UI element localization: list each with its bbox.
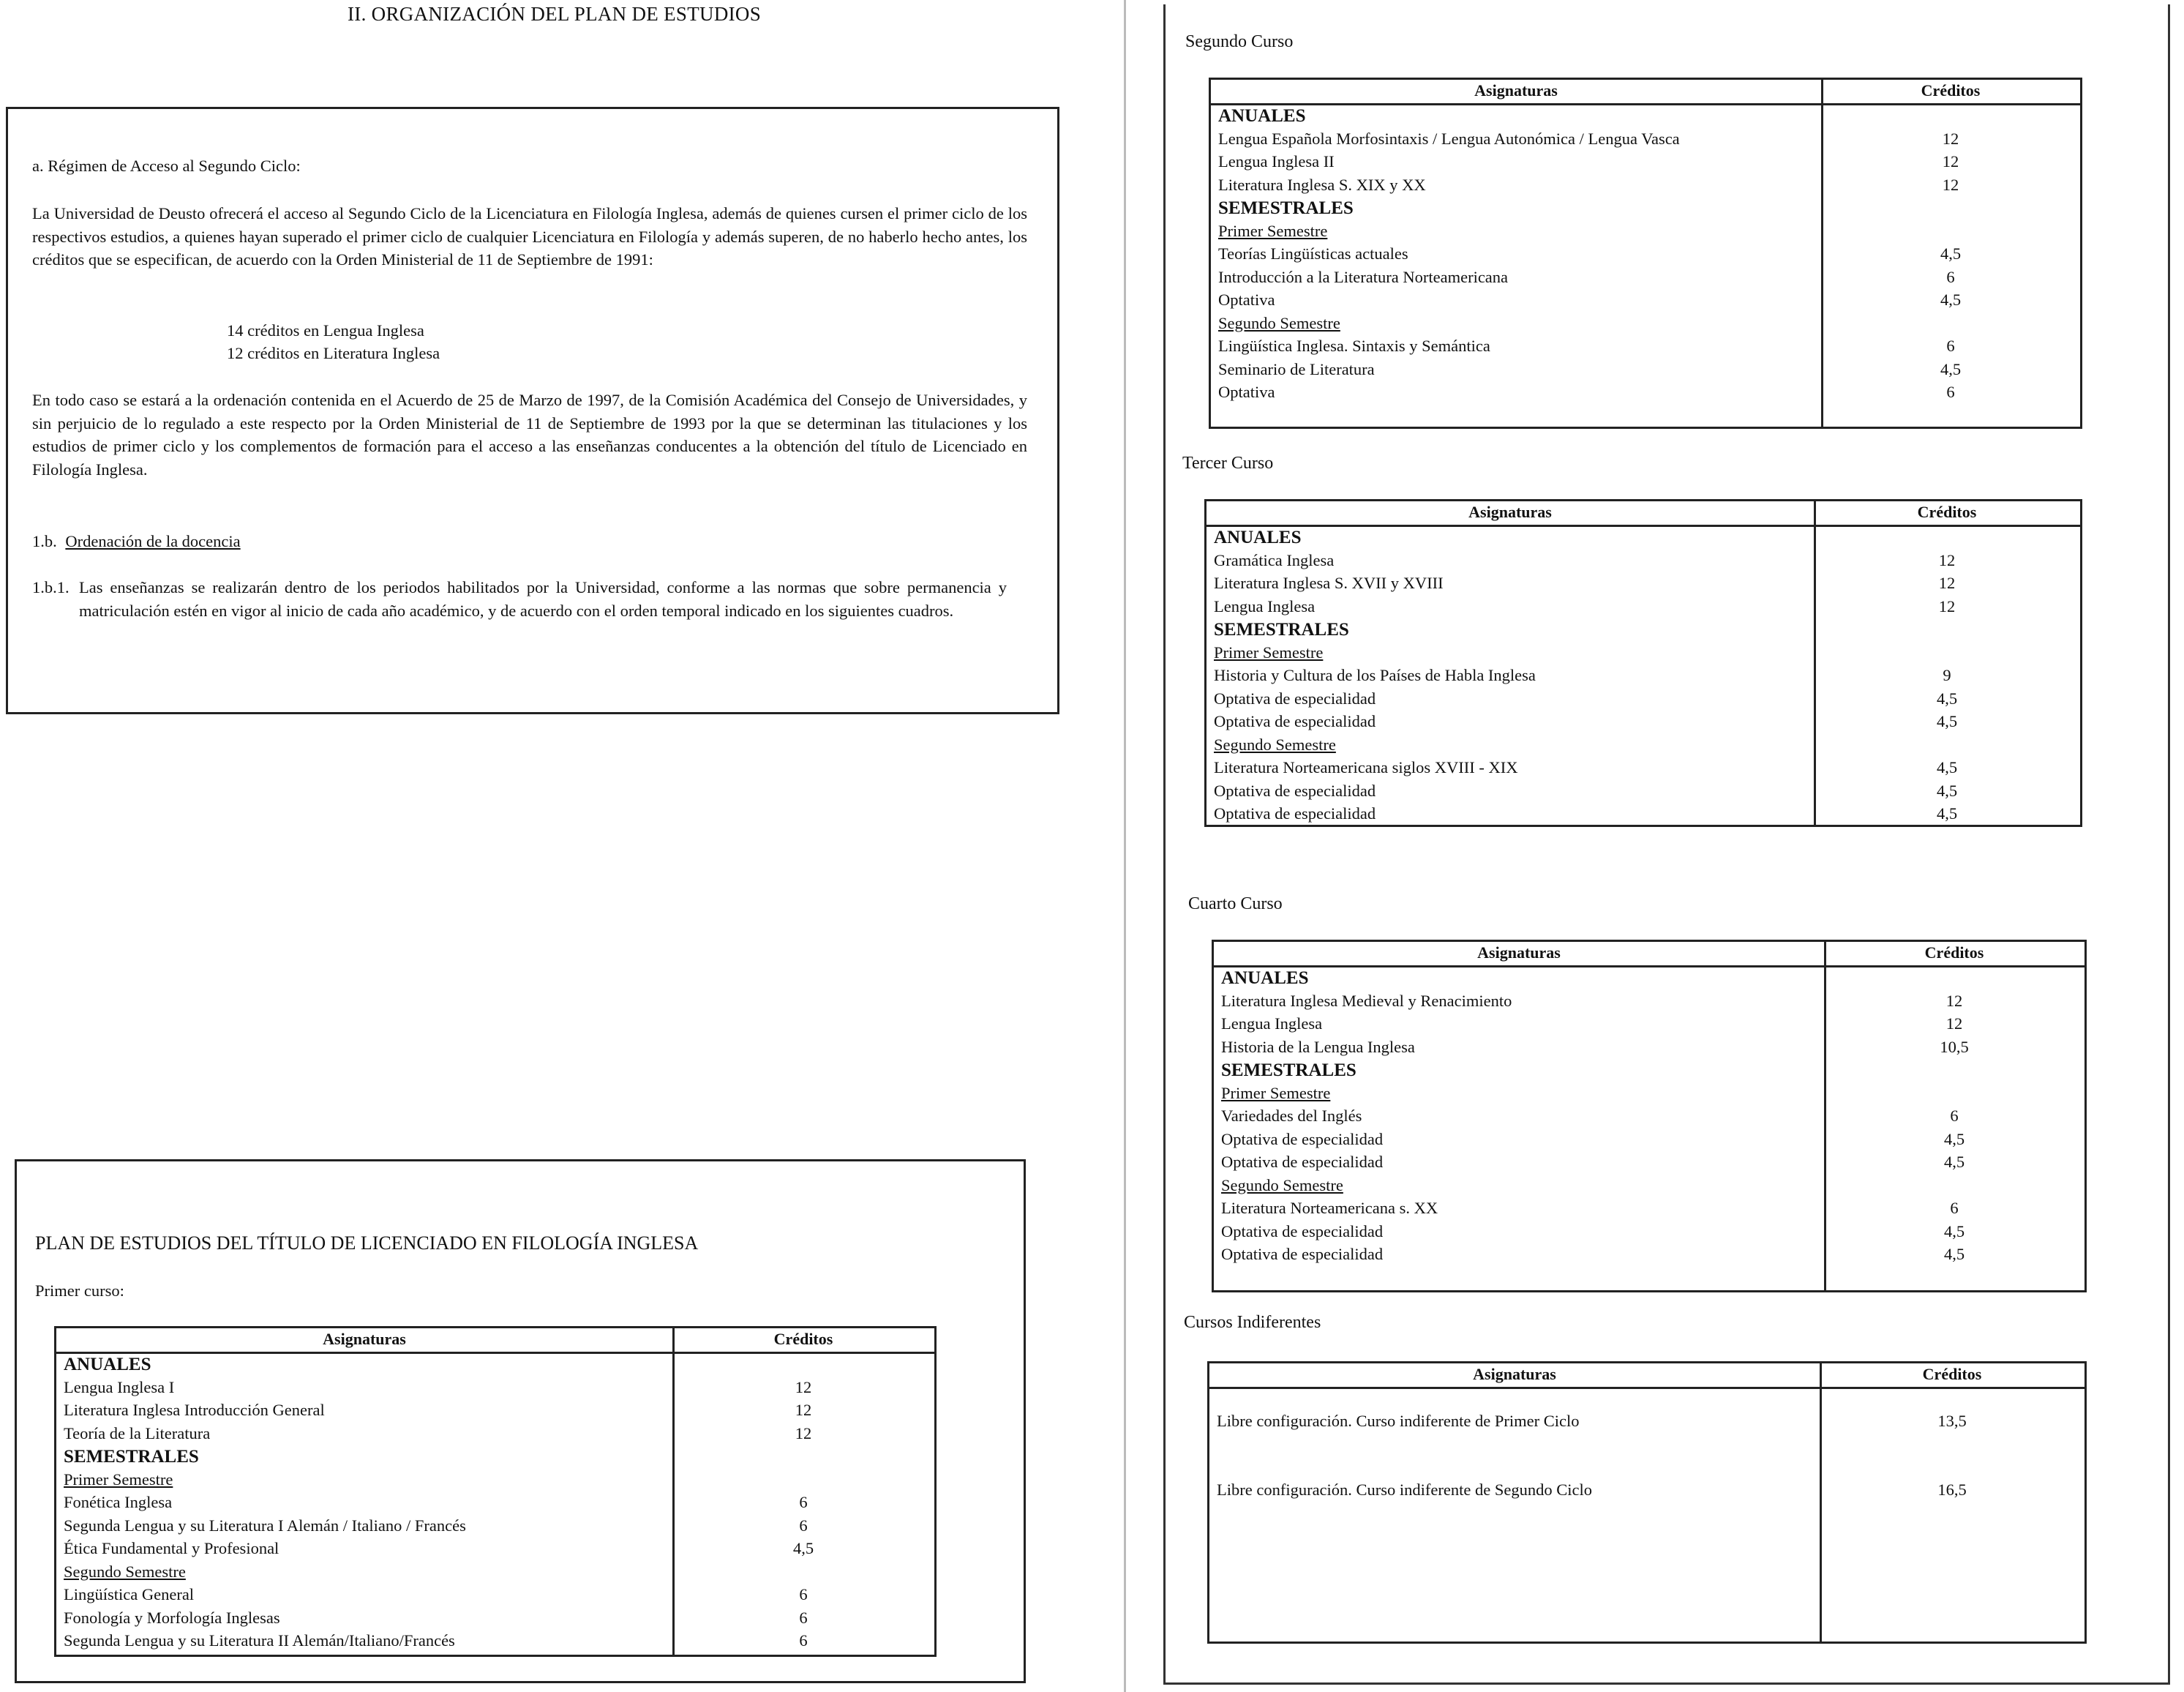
subject-name: Lengua Española Morfosintaxis / Lengua Autonómica / Lengua Vasca <box>1218 129 1680 148</box>
subject-name: Optativa de especialidad <box>1221 1221 1384 1240</box>
subject-name: Optativa de especialidad <box>1214 712 1376 730</box>
credits-value: 6 <box>799 1516 808 1535</box>
credits-value: 4,5 <box>1943 1221 1965 1240</box>
subject-name: Primer Semestre <box>1214 643 1324 662</box>
table-row <box>56 1631 934 1655</box>
tercer-curso-label: Tercer Curso <box>1182 454 1274 473</box>
subject-name: Primer Semestre <box>64 1470 173 1489</box>
subject-name: Segundo Semestre <box>1214 735 1336 754</box>
credits-value: 12 <box>1942 175 1959 194</box>
credits-value: 12 <box>1945 991 1963 1010</box>
section-number: 1.b. <box>32 532 57 550</box>
subject-name: Teorías Lingüísticas actuales <box>1218 244 1408 263</box>
column-header-creditos: Créditos <box>773 1330 833 1348</box>
subject-name: Segunda Lengua y su Literatura II Alemán/Italiano/Francés <box>64 1631 455 1650</box>
credits-value: 4,5 <box>792 1539 814 1557</box>
column-header-asignaturas: Asignaturas <box>323 1330 406 1348</box>
semester-header-row <box>56 1470 934 1494</box>
credit-line-lengua: 14 créditos en Lengua Inglesa <box>227 321 424 340</box>
subject-name: Fonología y Morfología Inglesas <box>64 1608 280 1627</box>
column-header-creditos: Créditos <box>1917 503 1977 521</box>
subject-name: Literatura Norteamericana siglos XVIII - XIX <box>1214 758 1518 776</box>
subject-name: SEMESTRALES <box>1221 1060 1356 1080</box>
item-number: 1.b.1. <box>32 578 70 596</box>
subject-name: Optativa de especialidad <box>1214 781 1376 800</box>
table-row <box>56 1516 934 1540</box>
subject-name: Literatura Inglesa Medieval y Renacimiento <box>1221 991 1512 1010</box>
credits-value: 12 <box>1945 1014 1963 1033</box>
credits-value: 12 <box>795 1423 812 1442</box>
credits-value: 12 <box>1938 574 1956 592</box>
subject-name: Segundo Semestre <box>1221 1175 1343 1194</box>
credits-value: 4,5 <box>1936 781 1958 800</box>
subject-name: Lengua Inglesa <box>1214 596 1316 615</box>
credits-value: 12 <box>1938 550 1956 569</box>
column-header-asignaturas: Asignaturas <box>1468 503 1552 521</box>
subject-name: Segunda Lengua y su Literatura I Alemán / Italiano / Francés <box>64 1516 466 1535</box>
subject-name: Segundo Semestre <box>64 1562 186 1581</box>
subject-name: Optativa de especialidad <box>1221 1129 1384 1148</box>
credits-value: 6 <box>1946 267 1955 286</box>
table-row <box>56 1424 934 1448</box>
column-header-creditos: Créditos <box>1921 81 1981 100</box>
subject-name: Optativa de especialidad <box>1221 1153 1384 1171</box>
column-header-creditos: Créditos <box>1922 1365 1982 1383</box>
page-divider <box>1124 0 1126 1692</box>
segundo-curso-label: Segundo Curso <box>1185 32 1294 51</box>
credit-line-literatura: 12 créditos en Literatura Inglesa <box>227 344 440 362</box>
item-text: Las enseñanzas se realizarán dentro de los periodos habilitados por la Universidad, conforme a las normas que sobre permanencia y matriculación estén en vigor al inicio de cada año académico, y de acuerdo con el orden temporal indicado en los siguientes cuadros. <box>79 578 1007 620</box>
subject-name: ANUALES <box>1218 106 1306 126</box>
subject-name: Libre configuración. Curso indiferente de Primer Ciclo <box>1217 1412 1580 1430</box>
subject-name: Optativa de especialidad <box>1221 1245 1384 1263</box>
section-header-row <box>56 1447 934 1470</box>
subject-name: Ética Fundamental y Profesional <box>64 1539 279 1557</box>
access-paragraph-2: En todo caso se estará a la ordenación contenida en el Acuerdo de 25 de Marzo de 1997, de la Comisión Académica del Consejo de Universidades, y sin perjuicio de lo regulado a este respecto por la Orden Ministerial de 11 de Septiembre de 1993 por la que se determinan las titulaciones y los estudios de primer ciclo y los complementos de formación para el acceso a las enseñanzas conducentes a la obtención del título de Licenciado en Filología Inglesa. <box>32 391 1027 479</box>
subject-name: SEMESTRALES <box>64 1447 199 1467</box>
subject-name: ANUALES <box>1214 528 1302 547</box>
credits-value: 6 <box>799 1631 808 1650</box>
credits-value: 6 <box>1946 337 1955 355</box>
table-row <box>56 1493 934 1516</box>
subject-name: Lengua Inglesa I <box>64 1377 175 1396</box>
table-row <box>56 1609 934 1632</box>
plan-title: PLAN DE ESTUDIOS DEL TÍTULO DE LICENCIADO EN FILOLOGÍA INGLESA <box>35 1232 699 1254</box>
cuarto-curso-label: Cuarto Curso <box>1188 894 1283 913</box>
credits-value: 4,5 <box>1936 804 1958 823</box>
table-row <box>56 1539 934 1562</box>
subject-name: Variedades del Inglés <box>1221 1107 1362 1125</box>
page-title: II. ORGANIZACIÓN DEL PLAN DE ESTUDIOS <box>348 3 762 25</box>
subject-name: Libre configuración. Curso indiferente de Segundo Ciclo <box>1217 1480 1592 1499</box>
column-header-asignaturas: Asignaturas <box>1477 943 1561 962</box>
subject-name: Historia y Cultura de los Países de Habla Inglesa <box>1214 666 1536 684</box>
subject-name: Literatura Inglesa S. XVII y XVIII <box>1214 574 1444 592</box>
subject-name: Lingüística General <box>64 1585 195 1603</box>
primer-curso-label: Primer curso: <box>35 1281 124 1300</box>
credits-value: 9 <box>1943 666 1951 684</box>
access-paragraph-1: La Universidad de Deusto ofrecerá el acceso al Segundo Ciclo de la Licenciatura en Filología Inglesa, además de quienes cursen el primer ciclo de los respectivos estudios, a quienes hayan superado el primer ciclo de cualquier Licenciatura en Filología y además superen, de no haberlo hecho antes, los créditos que se especifican, de acuerdo con la Orden Ministerial de 11 de Septiembre de 1991: <box>32 204 1027 269</box>
column-header-asignaturas: Asignaturas <box>1474 81 1558 100</box>
column-header-asignaturas: Asignaturas <box>1473 1365 1556 1383</box>
table-row <box>56 1585 934 1609</box>
credits-value: 12 <box>1942 152 1959 171</box>
credits-value: 4,5 <box>1936 689 1958 708</box>
subject-name: SEMESTRALES <box>1214 620 1349 640</box>
credits-value: 4,5 <box>1940 359 1962 378</box>
credits-value: 4,5 <box>1940 291 1962 309</box>
credits-value: 4,5 <box>1943 1153 1965 1171</box>
credits-value: 4,5 <box>1936 758 1958 776</box>
credits-value: 4,5 <box>1936 712 1958 730</box>
subject-name: Gramática Inglesa <box>1214 550 1335 569</box>
subject-name: Teoría de la Literatura <box>64 1423 211 1442</box>
credits-value: 12 <box>1942 129 1959 148</box>
credits-value: 16,5 <box>1937 1480 1967 1499</box>
section-title: Ordenación de la docencia <box>65 532 241 550</box>
subject-name: SEMESTRALES <box>1218 198 1354 218</box>
access-heading: a. Régimen de Acceso al Segundo Ciclo: <box>32 157 301 175</box>
semester-header-row <box>56 1562 934 1586</box>
credits-value: 10,5 <box>1940 1037 1969 1056</box>
credits-value: 12 <box>795 1401 812 1419</box>
credits-value: 4,5 <box>1943 1129 1965 1148</box>
subject-name: Historia de la Lengua Inglesa <box>1221 1037 1415 1056</box>
subject-name: ANUALES <box>64 1355 151 1374</box>
credits-value: 4,5 <box>1940 244 1962 263</box>
section-heading-1b <box>32 530 241 553</box>
column-header-creditos: Créditos <box>1924 943 1984 962</box>
table-header <box>56 1328 934 1354</box>
subject-name: Optativa de especialidad <box>1214 804 1376 823</box>
subject-name: Segundo Semestre <box>1218 313 1340 332</box>
subject-name: Optativa <box>1218 383 1275 401</box>
primer-curso-table <box>54 1326 937 1657</box>
subject-name: Primer Semestre <box>1221 1083 1331 1102</box>
subject-name: Literatura Norteamericana s. XX <box>1221 1199 1438 1217</box>
subject-name: Lengua Inglesa <box>1221 1014 1323 1033</box>
subject-name: Fonética Inglesa <box>64 1493 173 1511</box>
subject-name: Optativa de especialidad <box>1214 689 1376 708</box>
subject-name: Lengua Inglesa II <box>1218 152 1335 171</box>
credits-value: 6 <box>1950 1199 1959 1217</box>
credits-value: 13,5 <box>1937 1412 1967 1430</box>
right-page-border <box>1163 4 2170 1685</box>
credits-value: 12 <box>1938 596 1956 615</box>
subject-name: Primer Semestre <box>1218 221 1328 240</box>
subject-name: Introducción a la Literatura Norteamericana <box>1218 267 1509 286</box>
table-row <box>56 1378 934 1401</box>
credits-value: 6 <box>1946 383 1955 401</box>
cursos-indiferentes-label: Cursos Indiferentes <box>1184 1313 1321 1332</box>
section-header-row <box>56 1355 934 1378</box>
subject-name: ANUALES <box>1221 968 1309 988</box>
subject-name: Literatura Inglesa Introducción General <box>64 1401 325 1419</box>
credits-value: 4,5 <box>1943 1245 1965 1263</box>
subject-name: Literatura Inglesa S. XIX y XX <box>1218 175 1426 194</box>
subject-name: Lingüística Inglesa. Sintaxis y Semántica <box>1218 337 1490 355</box>
credits-value: 6 <box>799 1493 808 1511</box>
table-row <box>56 1401 934 1424</box>
subject-name: Optativa <box>1218 291 1275 309</box>
credits-value: 6 <box>799 1585 808 1603</box>
credits-value: 12 <box>795 1377 812 1396</box>
credits-value: 6 <box>1950 1107 1959 1125</box>
credits-value: 6 <box>799 1608 808 1627</box>
subject-name: Seminario de Literatura <box>1218 359 1375 378</box>
